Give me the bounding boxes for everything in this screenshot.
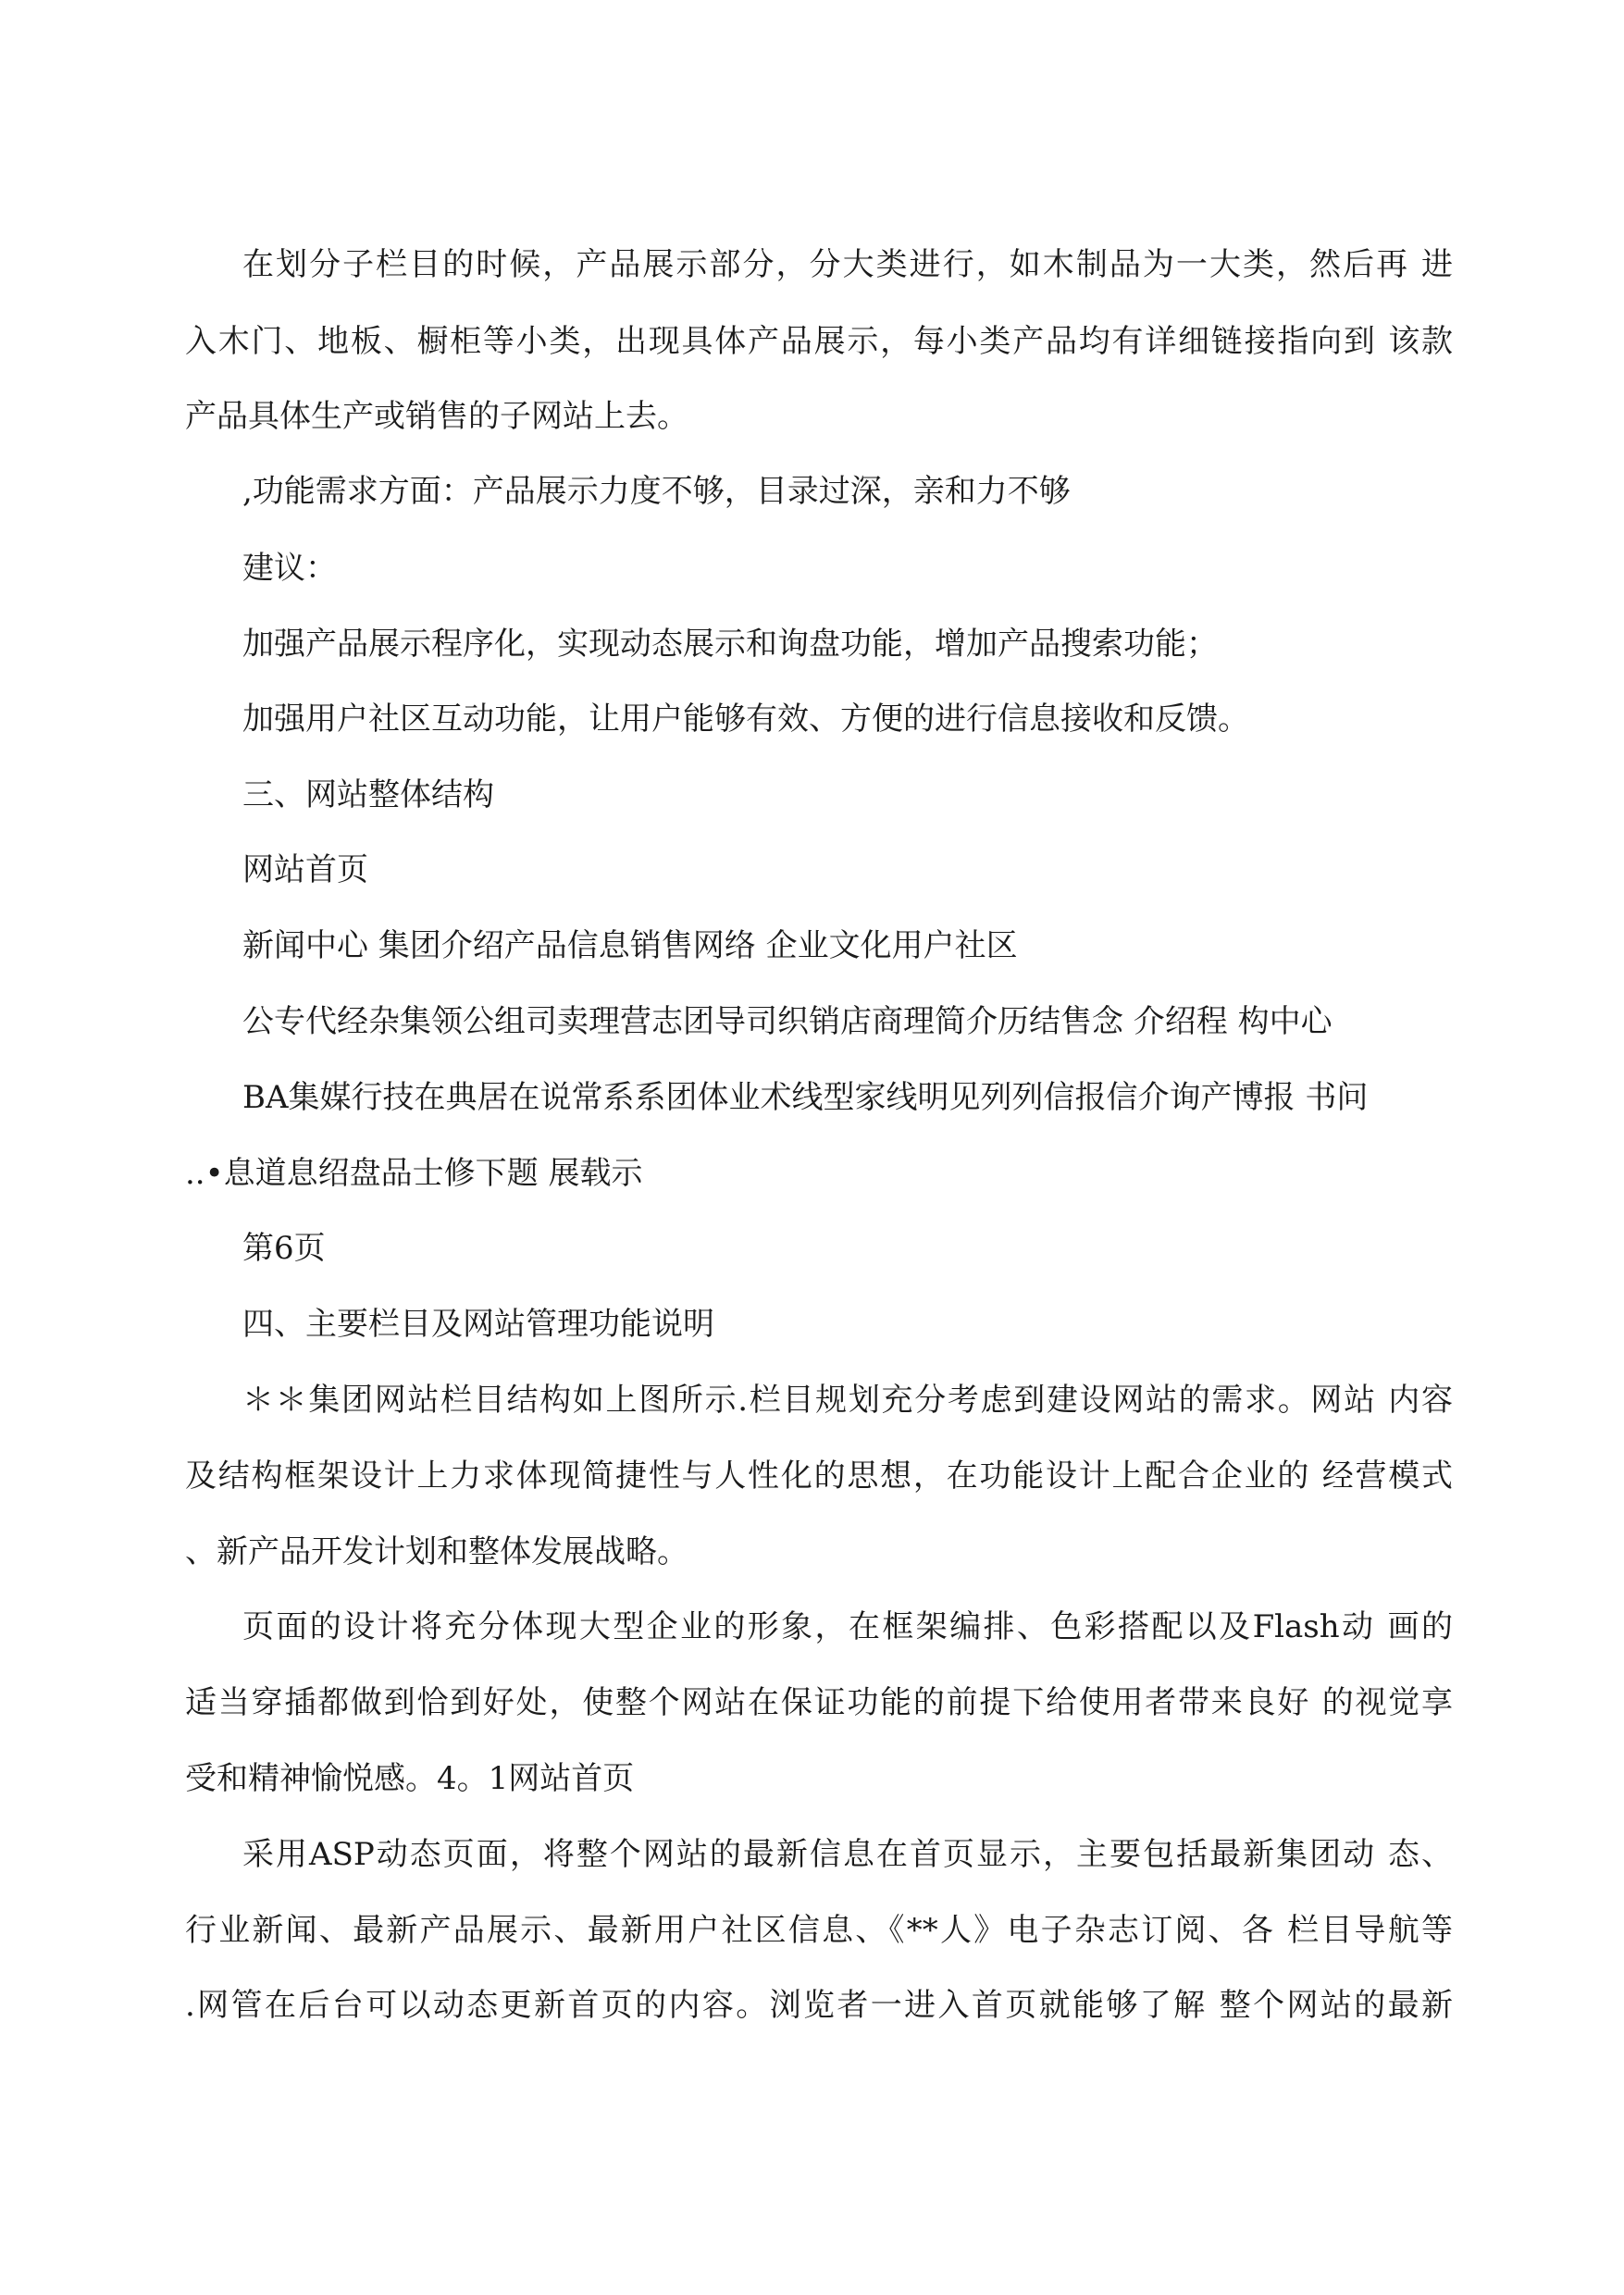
text-line: 加强用户社区互动功能，让用户能够有效、方便的进行信息接收和反馈。 [242, 701, 1249, 738]
section-heading: 四、主要栏目及网站管理功能说明 [242, 1306, 714, 1343]
text-line: 页面的设计将充分体现大型企业的形象，在框架编排、色彩搭配以及Flash动 画的 [242, 1608, 1453, 1645]
text-line: 加强产品展示程序化，实现动态展示和询盘功能，增加产品搜索功能； [242, 626, 1218, 663]
text-line: 新闻中心 集团介绍产品信息销售网络 企业文化用户社区 [242, 927, 1018, 964]
text-line: 适当穿插都做到恰到好处，使整个网站在保证功能的前提下给使用者带来良好 的视觉享 [185, 1684, 1453, 1721]
text-line: 采用ASP动态页面，将整个网站的最新信息在首页显示，主要包括最新集团动 态、 [242, 1836, 1453, 1873]
section-heading: 三、网站整体结构 [242, 776, 494, 813]
page-number: 第6页 [242, 1230, 326, 1267]
text-line: 产品具体生产或销售的子网站上去。 [185, 398, 688, 435]
text-line: 在划分子栏目的时候，产品展示部分，分大类进行，如木制品为一大类，然后再 进 [242, 246, 1453, 283]
text-line: BA集媒行技在典居在说常系系团体业术线型家线明见列列信报信介询产博报 书问 [242, 1079, 1369, 1116]
text-line: 入木门、地板、橱柜等小类，出现具体产品展示，每小类产品均有详细链接指向到 该款 [185, 323, 1453, 360]
text-line: 公专代经杂集领公组司卖理营志团导司织销店商理简介历结售念 介绍程 构中心 [242, 1003, 1333, 1040]
text-line: ..•息道息绍盘品士修下题 展载示 [185, 1155, 643, 1192]
text-line: 行业新闻、最新产品展示、最新用户社区信息、《**人》电子杂志订阅、各 栏目导航等 [185, 1912, 1453, 1949]
text-line: .网管在后台可以动态更新首页的内容。浏览者一进入首页就能够了解 整个网站的最新 [185, 1987, 1453, 2024]
text-line: ,功能需求方面：产品展示力度不够，目录过深，亲和力不够 [242, 473, 1071, 510]
text-line: 、新产品开发计划和整体发展战略。 [185, 1533, 688, 1570]
text-line: 建议： [242, 550, 337, 587]
text-line: 及结构框架设计上力求体现简捷性与人性化的思想，在功能设计上配合企业的 经营模式 [185, 1458, 1453, 1495]
text-line: 网站首页 [242, 851, 368, 888]
text-line: ＊＊集团网站栏目结构如上图所示.栏目规划充分考虑到建设网站的需求。网站 内容 [242, 1382, 1453, 1419]
text-line: 受和精神愉悦感。4。1网站首页 [185, 1760, 635, 1797]
